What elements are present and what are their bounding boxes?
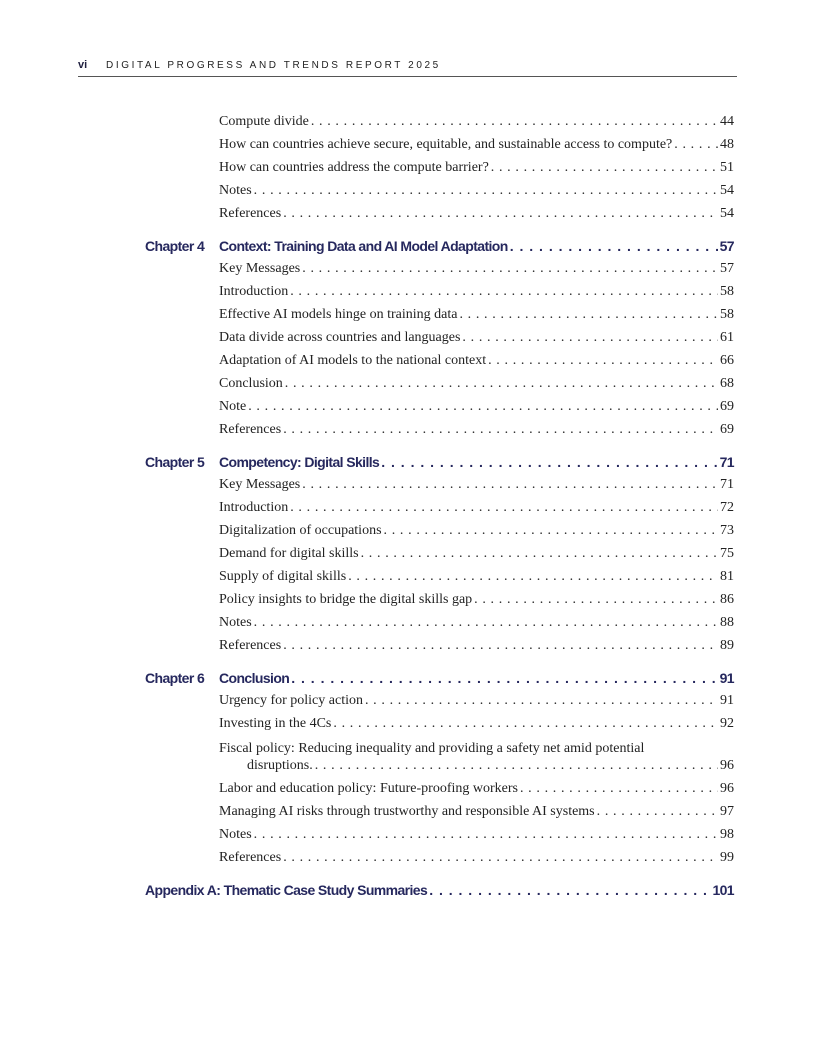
toc-entry-continuation[interactable] [145,758,734,781]
entry-page: 51 [720,160,734,175]
entry-page: 66 [720,353,734,368]
entry-page: 96 [720,781,734,796]
appendix-title: Appendix A: Thematic Case Study Summaries [145,882,428,898]
entry-page: 88 [720,615,734,630]
chapter-heading-chapter6[interactable] [145,670,734,693]
entry-page: 86 [720,592,734,607]
entry-title: Data divide across countries and languages [219,330,461,345]
dot-leader [520,781,718,797]
toc-entry[interactable] [145,477,734,500]
dot-leader [488,353,718,369]
dot-leader [290,500,718,516]
dot-leader [291,670,717,686]
chapter-title: Competency: Digital Skills [219,454,380,470]
toc-entry[interactable] [145,307,734,330]
entry-page: 58 [720,284,734,299]
entry-page: 81 [720,569,734,584]
toc-entry[interactable] [145,330,734,353]
dot-leader [462,330,718,346]
entry-title: How can countries address the compute barrier? [219,160,489,175]
toc-entry[interactable] [145,160,734,183]
dot-leader [674,137,718,153]
entry-title: Note [219,399,247,414]
chapter-heading-chapter5[interactable] [145,454,734,477]
entry-title-continuation: disruptions. [247,758,313,773]
entry-title: Investing in the 4Cs [219,716,332,731]
toc-entry[interactable] [145,183,734,206]
entry-page: 91 [720,693,734,708]
toc-entry[interactable] [145,422,734,445]
dot-leader [384,523,718,539]
entry-page: 73 [720,523,734,538]
dot-leader [290,284,718,300]
toc-entry[interactable] [145,569,734,592]
dot-leader [459,307,718,323]
entry-page: 48 [720,137,734,152]
entry-title: Key Messages [219,477,301,492]
chapter-page: 57 [719,238,734,254]
entry-title: Policy insights to bridge the digital skills gap [219,592,473,607]
dot-leader [283,422,718,438]
entry-page: 98 [720,827,734,842]
toc-entry[interactable] [145,716,734,739]
entry-page: 61 [720,330,734,345]
entry-title: References [219,850,282,865]
entry-title: Managing AI risks through trustworthy and responsible AI systems [219,804,595,819]
toc-entry[interactable] [145,114,734,137]
toc-entry[interactable] [145,638,734,661]
entry-page: 44 [720,114,734,129]
dot-leader [510,238,718,254]
chapter-title: Conclusion [219,670,290,686]
dot-leader [311,114,718,130]
entry-title: Introduction [219,284,289,299]
entry-title: Compute divide [219,114,309,129]
toc-entry[interactable] [145,284,734,307]
entry-page: 69 [720,399,734,414]
entry-page: 57 [720,261,734,276]
entry-title: How can countries achieve secure, equitable, and sustainable access to compute? [219,137,673,152]
entry-title: References [219,638,282,653]
page-number: vi [78,59,88,71]
entry-page: 89 [720,638,734,653]
appendix-page: 101 [712,882,734,898]
entry-page: 96 [720,758,734,773]
dot-leader [381,454,717,470]
entry-title: References [219,422,282,437]
entry-title: Urgency for policy action [219,693,363,708]
dot-leader [429,882,710,898]
dot-leader [302,477,718,493]
entry-title: Effective AI models hinge on training data [219,307,458,322]
entry-title: Digitalization of occupations [219,523,382,538]
toc-entry[interactable] [145,500,734,523]
dot-leader [283,638,718,654]
dot-leader [254,827,718,843]
chapter-label: Chapter 6 [145,670,205,686]
chapter-page: 71 [719,454,734,470]
entry-page: 71 [720,477,734,492]
entry-page: 54 [720,183,734,198]
dot-leader [361,546,718,562]
toc-entry[interactable] [145,781,734,804]
chapter-title: Context: Training Data and AI Model Adaptation [219,238,508,254]
entry-title: Supply of digital skills [219,569,347,584]
running-header [78,58,737,77]
toc-entry[interactable] [145,206,734,229]
entry-page: 99 [720,850,734,865]
dot-leader [365,693,718,709]
entry-title: Labor and education policy: Future-proofing workers [219,781,518,796]
toc-entry[interactable] [145,850,734,873]
table-of-contents [145,114,734,905]
toc-entry[interactable] [145,546,734,569]
toc-entry[interactable] [145,261,734,284]
entry-page: 58 [720,307,734,322]
dot-leader [474,592,718,608]
dot-leader [315,758,718,774]
entry-page: 68 [720,376,734,391]
toc-entry[interactable] [145,827,734,850]
entry-title: Notes [219,615,252,630]
dot-leader [283,206,718,222]
toc-entry[interactable] [145,804,734,827]
entry-title: References [219,206,282,221]
entry-title: Adaptation of AI models to the national context [219,353,487,368]
entry-title: Fiscal policy: Reducing inequality and providing a safety net amid potential [219,741,645,756]
dot-leader [491,160,718,176]
entry-title: Demand for digital skills [219,546,359,561]
toc-entry[interactable] [145,693,734,716]
chapter-label: Chapter 4 [145,238,205,254]
dot-leader [285,376,718,392]
chapter-page: 91 [719,670,734,686]
entry-title: Key Messages [219,261,301,276]
chapter-heading-chapter4[interactable] [145,238,734,261]
appendix-heading[interactable] [145,882,734,905]
toc-entry[interactable] [145,399,734,422]
toc-entry[interactable] [145,137,734,160]
dot-leader [254,183,718,199]
toc-entry[interactable] [145,592,734,615]
toc-entry[interactable] [145,376,734,399]
entry-title: Notes [219,827,252,842]
entry-title: Introduction [219,500,289,515]
toc-entry[interactable] [145,615,734,638]
entry-title: Conclusion [219,376,283,391]
dot-leader [248,399,718,415]
dot-leader [348,569,718,585]
toc-entry[interactable] [145,523,734,546]
dot-leader [302,261,718,277]
toc-entry[interactable] [145,353,734,376]
chapter-label: Chapter 5 [145,454,205,470]
entry-page: 75 [720,546,734,561]
toc-entry[interactable] [145,739,734,758]
entry-page: 69 [720,422,734,437]
entry-title: Notes [219,183,252,198]
entry-page: 72 [720,500,734,515]
running-title: DIGITAL PROGRESS AND TRENDS REPORT 2025 [106,60,441,71]
dot-leader [333,716,718,732]
entry-page: 54 [720,206,734,221]
dot-leader [283,850,718,866]
entry-page: 97 [720,804,734,819]
dot-leader [254,615,718,631]
dot-leader [597,804,718,820]
entry-page: 92 [720,716,734,731]
